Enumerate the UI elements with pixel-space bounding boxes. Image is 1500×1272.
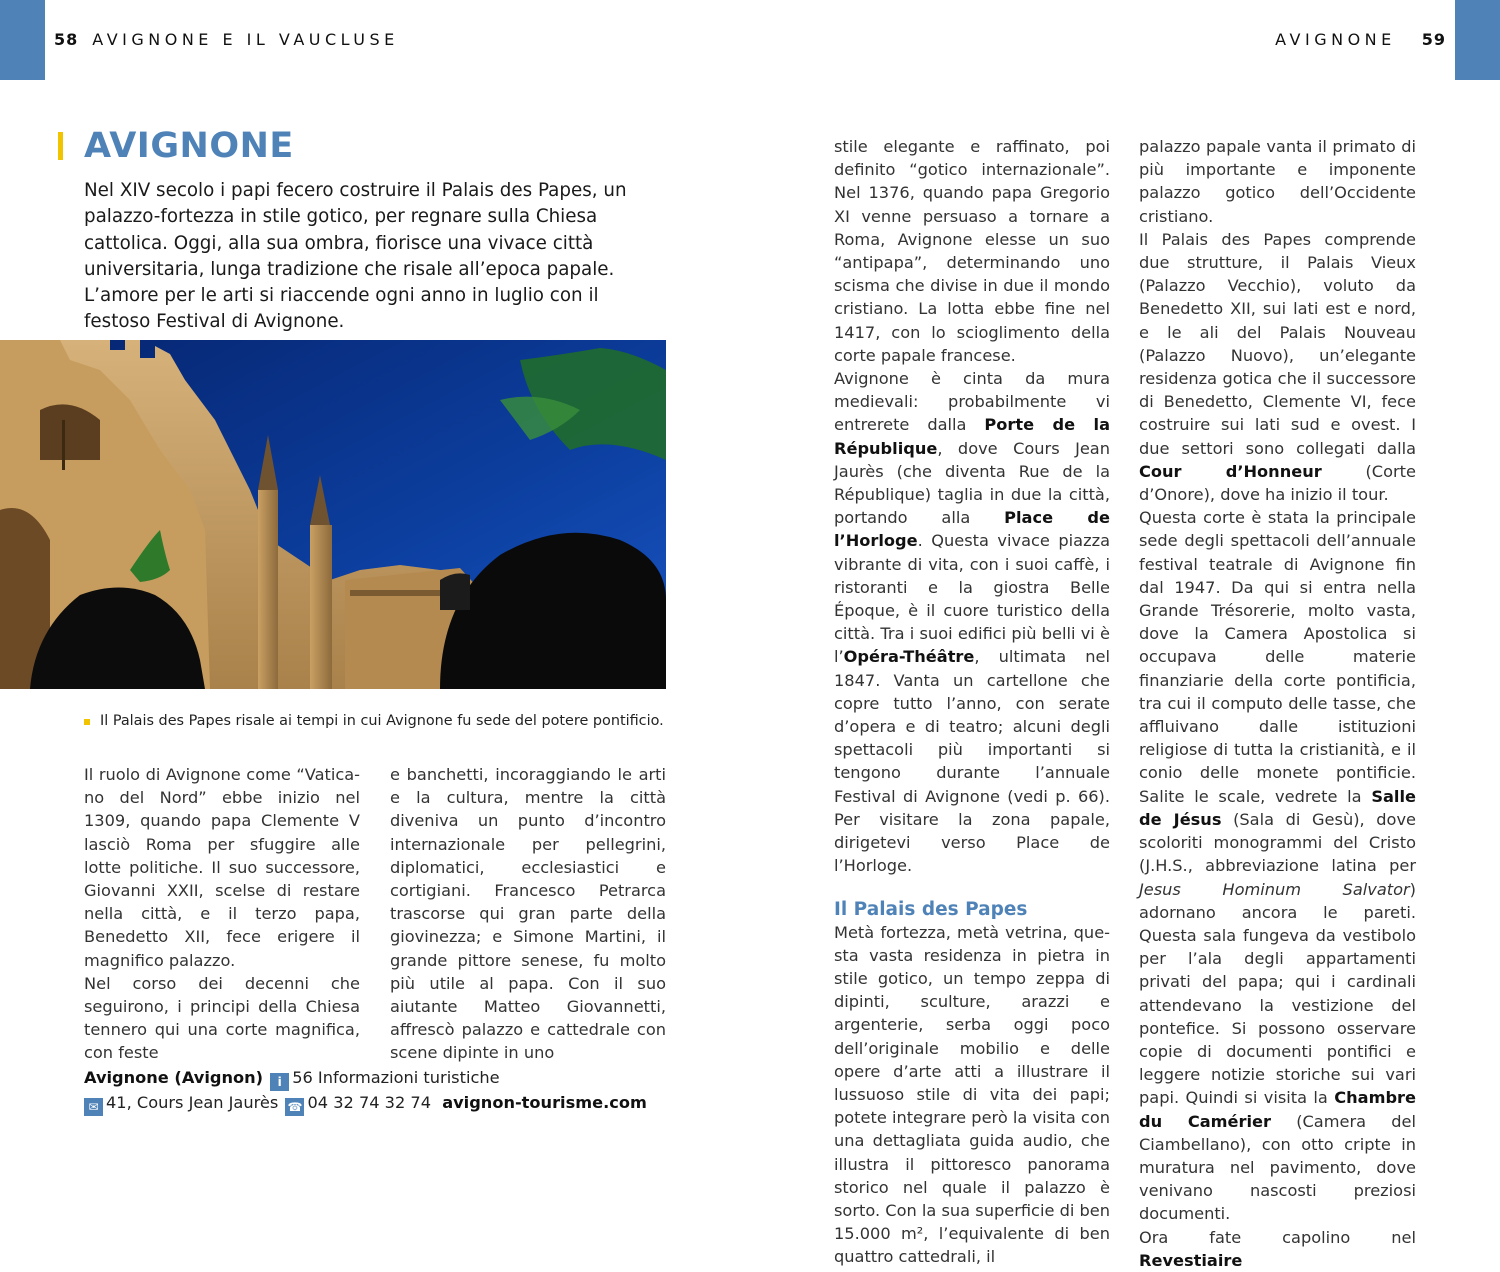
- paragraph: [834, 367, 1110, 877]
- caption-bullet: [84, 719, 90, 725]
- paragraph: palazzo papale vanta il primato di più importante e imponente palazzo gotico dell’Occidente cristiano.: [1139, 137, 1416, 226]
- paragraph: Metà fortezza, metà vetrina, questa vasta residenza in pietra in stile gotico, un tempo zeppa di dipinti, sculture, arazzi e argenterie, serba oggi poco dell’originale mobilio e delle opere d’arte atti a illustrare il lussuoso stile di vita dei papi; potete integrare però la visita con una dettagliata guida audio, che illustra il pittoresco panorama storico nel quale il palazzo è sorto. Con la sua superficie di ben 15.000 m², l’equivalente di ben quattro cattedrali, il: [834, 922, 1110, 1267]
- info-row-2: [84, 1091, 669, 1116]
- info-row-1: [84, 1066, 669, 1091]
- latin-phrase: Jesus Hominum Salvator: [1139, 879, 1410, 899]
- right-running-title: AVIGNONE: [1275, 30, 1396, 49]
- caption-text: Il Palais des Papes risale ai tempi in cui Avignone fu sede del potere pontificio.: [100, 713, 664, 729]
- text-column-1: [84, 763, 360, 1065]
- title-accent-bar: [58, 132, 63, 160]
- page-title: AVIGNONE: [84, 126, 294, 166]
- text-run: , ultimata nel 1847. Vanta un cartellone che copre tutto l’anno, con serate d’opera e di teatro; alcuni degli spettacoli più importanti si tengono durante l’annuale Festival di Avignone (vedi p. 66). Per visitare la zona papale, dirigetevi verso Place de l’Horloge.: [834, 647, 1110, 876]
- landmark-chambre-du-camerier: Chambre du Camérier: [1139, 1088, 1416, 1131]
- practical-info-box: [84, 1066, 669, 1116]
- text-run: Questa corte è stata la principale sede degli spettacoli dell’annuale festival teatrale di Avignone fin dal 1947. Da qui si entra nella Grande Trésorerie, molto vasta, dove la Camera Apostolica si occupava delle materie finanziarie della corte pontificia, tra cui il computo delle tasse, che affluivano dalle istituzioni religiose di tutta la cristianità, e il conio delle monete pontificie. Salite le scale, vedrete la: [1139, 508, 1416, 806]
- text-run: (Sala di Gesù), dove scoloriti monogrammi del Cristo (J.H.S., abbreviazione latina per: [1139, 809, 1416, 876]
- info-phone: 04 32 74 32 74: [307, 1093, 432, 1112]
- left-page-tab: [0, 0, 45, 80]
- palais-des-papes-photo: [0, 340, 666, 689]
- paragraph: Il ruolo di Avignone come “Vaticano del Nord” ebbe inizio nel 1309, quando papa Clemente V lasciò Roma per sfuggire alle lotte politiche. Il suo successore, Giovanni XXII, scelse di restare nella città, e il terzo papa, Benedetto XII, fece erigere il magnifico palazzo.: [84, 765, 360, 970]
- paragraph: stile elegante e raffinato, poi definito “gotico internazionale”. Nel 1376, quando papa Gregorio XI venne persuaso a tornare a Roma, Avignone elesse un suo “antipapa”, determinando uno scisma che divise in due il mondo cristiano. La lotta ebbe fine nel 1417, con lo scioglimento della corte papale francese.: [834, 137, 1110, 365]
- text-run: . Questa vivace piazza vibrante di vita, con i suoi caffè, i ristoranti e la giostra Belle Époque, è il cuore turistico della città. Tra i suoi edifici più belli vi è l’: [834, 531, 1110, 667]
- landmark-place-de-l-horloge: Place de l’Horloge: [834, 508, 1110, 551]
- right-page-tab: [1455, 0, 1500, 80]
- text-run: (Camera del Ciambellano), con otto cripte in muratura nel pavimento, dove venivano nascosti preziosi documenti.: [1139, 1111, 1416, 1224]
- paragraph: [1139, 228, 1416, 506]
- info-address: 41, Cours Jean Jaurès: [106, 1093, 279, 1112]
- tourist-info-icon: i: [270, 1073, 289, 1091]
- text-run: Ora fate capolino nel: [1139, 1227, 1416, 1247]
- address-icon: ✉: [84, 1098, 103, 1116]
- paragraph: e banchetti, incoraggiando le arti e la cultura, mentre la città diveniva un punto d’incontro internazionale per pellegrini, diplomatici, ecclesiastici e cortigiani. Francesco Petrarca trascorse qui gran parte della giovinezza; e Simone Martini, il grande pittore senese, fu molto più utile al papa. Con il suo aiutante Matteo Giovannetti, affrescò palazzo e cattedrale con scene dipinte in uno: [390, 765, 666, 1063]
- landmark-opera-theatre: Opéra-Théâtre: [843, 647, 975, 667]
- text-run: ) adornano ancora le pareti. Questa sala fungeva da vestibolo per l’ala degli appartamenti privati del papa; qui i cardinali attendevano la vestizione del pontefice. Si possono osservare copie di documenti pontifici e leggere notizie storiche sui vari papi. Quindi si visita la: [1139, 879, 1416, 1108]
- landmark-porte-de-la-republique: Porte de la République: [834, 415, 1110, 458]
- text-run: (Corte d’Onore), dove ha inizio il tour.: [1139, 461, 1416, 505]
- right-running-header: [1275, 30, 1446, 49]
- text-column-4: [1139, 135, 1416, 1272]
- left-running-header: [54, 30, 399, 49]
- info-place-name: Avignone (Avignon): [84, 1068, 264, 1087]
- tourist-info-text: 56 Informazioni turistiche: [292, 1068, 500, 1087]
- photo-illustration: [0, 340, 666, 689]
- left-running-title: AVIGNONE E IL VAUCLUSE: [92, 30, 399, 49]
- phone-icon: ☎: [285, 1098, 304, 1116]
- photo-caption: [84, 711, 664, 731]
- landmark-salle-de-jesus: Salle de Jésus: [1139, 786, 1416, 829]
- landmark-cour-d-honneur: Cour d’Honneur: [1139, 461, 1322, 481]
- info-website-link[interactable]: avignon-tourisme.com: [442, 1093, 647, 1112]
- text-run: , dove Cours Jean Jaurès (che diventa Rue de la République) taglia in due la città, portando alla: [834, 438, 1110, 528]
- section-heading: Il Palais des Papes: [834, 898, 1028, 920]
- paragraph: [1139, 1226, 1416, 1272]
- right-page-number: 59: [1421, 30, 1446, 49]
- landmark-revestiaire: Revestiaire: [1139, 1250, 1243, 1270]
- lead-paragraph: Nel XIV secolo i papi fecero costruire il Palais des Papes, un palazzo-fortezza in stile gotico, per regnare sulla Chiesa cattolica. Oggi, alla sua ombra, fiorisce una vivace città universitaria, lunga tradizione che risale all’epoca papale. L’amore per le arti si riaccende ogni anno in luglio con il festoso Festival di Avignone.: [84, 180, 627, 333]
- text-column-2: [390, 763, 666, 1065]
- paragraph: Nel corso dei decenni che seguirono, i principi della Chiesa tennero qui una corte magnifica, con feste: [84, 973, 360, 1063]
- left-page-number: 58: [54, 30, 79, 49]
- text-run: Avignone è cinta da mura medievali: probabilmente vi entrerete dalla: [834, 369, 1110, 435]
- text-column-3: [834, 135, 1110, 1269]
- text-run: Il Palais des Papes comprende due strutture, il Palais Vieux (Palazzo Vecchio), voluto da Benedetto XII, sui lati est e nord, e le ali del Palais Nouveau (Palazzo Nuovo), un’elegante residenza gotica che il successore di Benedetto, Clemente VI, fece costruire sui lati sud e ovest. I due settori sono collegati dalla: [1139, 229, 1416, 458]
- paragraph: [1139, 506, 1416, 1225]
